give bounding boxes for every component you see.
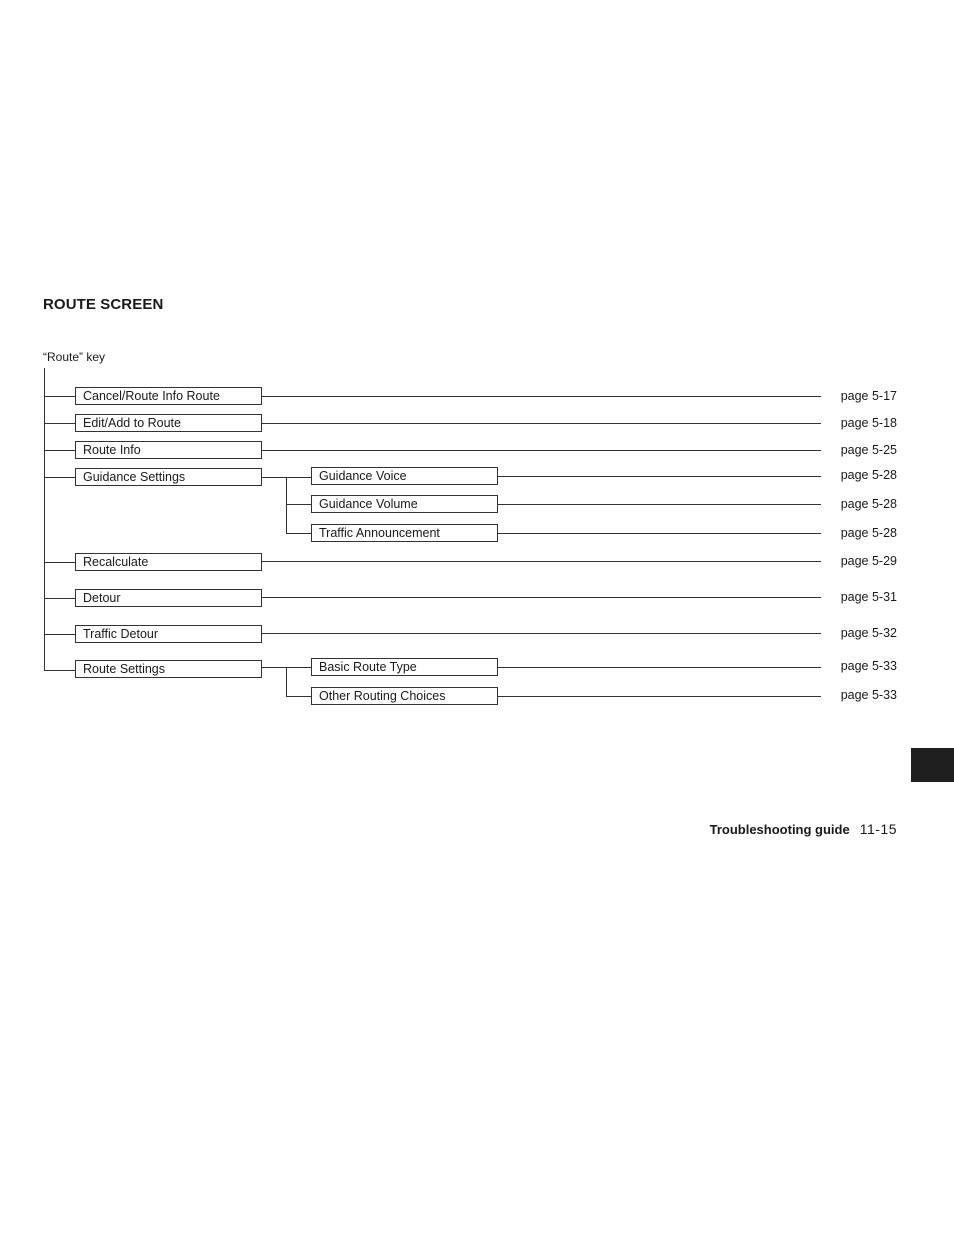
submenu-item-guidance-voice: Guidance Voice bbox=[311, 467, 498, 485]
submenu-item-guidance-volume: Guidance Volume bbox=[311, 495, 498, 513]
leader-line bbox=[262, 597, 821, 598]
sub-trunk-line bbox=[286, 667, 287, 696]
sub-branch-line bbox=[262, 667, 312, 668]
tree-branch-line bbox=[44, 598, 76, 599]
sub-branch-line bbox=[262, 477, 312, 478]
page-ref-basic-route-type: page 5-33 bbox=[840, 659, 897, 673]
page-ref-other-routing-choices: page 5-33 bbox=[840, 688, 897, 702]
leader-line bbox=[498, 667, 821, 668]
tree-branch-line bbox=[44, 396, 76, 397]
submenu-item-traffic-announcement: Traffic Announcement bbox=[311, 524, 498, 542]
submenu-item-other-routing-choices: Other Routing Choices bbox=[311, 687, 498, 705]
leader-line bbox=[262, 633, 821, 634]
leader-line bbox=[498, 476, 821, 477]
leader-line bbox=[262, 423, 821, 424]
menu-item-cancel-route-info-route: Cancel/Route Info Route bbox=[75, 387, 262, 405]
menu-item-route-settings: Route Settings bbox=[75, 660, 262, 678]
tree-trunk-line bbox=[44, 368, 45, 670]
leader-line bbox=[498, 696, 821, 697]
tree-branch-line bbox=[44, 477, 76, 478]
page-ref-cancel-route-info-route: page 5-17 bbox=[840, 389, 897, 403]
tree-branch-line bbox=[44, 634, 76, 635]
page-ref-route-info: page 5-25 bbox=[840, 443, 897, 457]
footer-section-title: Troubleshooting guide bbox=[709, 822, 850, 837]
page-ref-guidance-voice: page 5-28 bbox=[840, 468, 897, 482]
chapter-tab-marker bbox=[911, 748, 954, 782]
sub-branch-line bbox=[286, 696, 312, 697]
menu-item-route-info: Route Info bbox=[75, 441, 262, 459]
menu-item-edit-add-to-route: Edit/Add to Route bbox=[75, 414, 262, 432]
menu-item-detour: Detour bbox=[75, 589, 262, 607]
leader-line bbox=[498, 504, 821, 505]
tree-branch-line bbox=[44, 423, 76, 424]
menu-item-recalculate: Recalculate bbox=[75, 553, 262, 571]
leader-line bbox=[498, 533, 821, 534]
route-key-label: “Route” key bbox=[43, 350, 106, 364]
tree-branch-line bbox=[44, 450, 76, 451]
page-ref-edit-add-to-route: page 5-18 bbox=[840, 416, 897, 430]
tree-branch-line bbox=[44, 562, 76, 563]
sub-branch-line bbox=[286, 533, 312, 534]
footer-page-number: 11-15 bbox=[859, 821, 897, 837]
sub-branch-line bbox=[286, 504, 312, 505]
leader-line bbox=[262, 396, 821, 397]
leader-line bbox=[262, 450, 821, 451]
section-heading: ROUTE SCREEN bbox=[43, 296, 164, 313]
tree-branch-line bbox=[44, 670, 76, 671]
page-ref-traffic-detour: page 5-32 bbox=[840, 626, 897, 640]
submenu-item-basic-route-type: Basic Route Type bbox=[311, 658, 498, 676]
page-ref-recalculate: page 5-29 bbox=[840, 554, 897, 568]
page-footer bbox=[710, 821, 897, 837]
menu-item-guidance-settings: Guidance Settings bbox=[75, 468, 262, 486]
page-ref-traffic-announcement: page 5-28 bbox=[840, 526, 897, 540]
sub-trunk-line bbox=[286, 477, 287, 533]
menu-item-traffic-detour: Traffic Detour bbox=[75, 625, 262, 643]
page-ref-guidance-volume: page 5-28 bbox=[840, 497, 897, 511]
leader-line bbox=[262, 561, 821, 562]
page-ref-detour: page 5-31 bbox=[840, 590, 897, 604]
